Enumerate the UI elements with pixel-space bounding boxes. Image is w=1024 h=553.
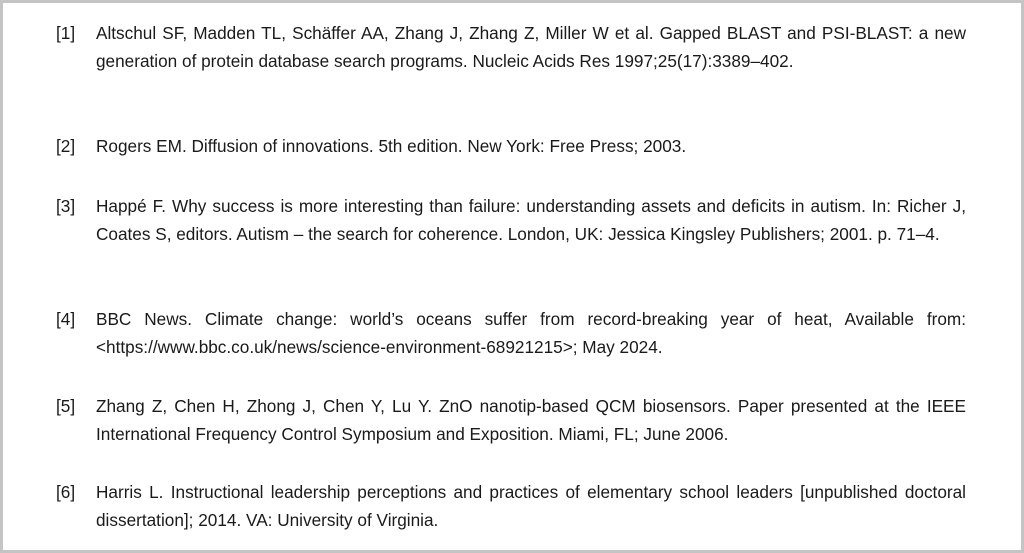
reference-entry-3 bbox=[56, 193, 966, 248]
reference-text: Rogers EM. Diffusion of innovations. 5th edition. New York: Free Press; 2003. bbox=[96, 136, 687, 156]
reference-entry-5 bbox=[56, 393, 966, 448]
reference-number: [4] bbox=[56, 309, 76, 329]
reference-number: [1] bbox=[56, 23, 76, 43]
reference-text: Altschul SF, Madden TL, Schäffer AA, Zhang J, Zhang Z, Miller W et al. Gapped BLAST and PSI-BLAST: a new generation of protein database search programs. Nucleic Acids Res 1997;25(17):3389–402. bbox=[96, 23, 966, 71]
reference-entry-4 bbox=[56, 306, 966, 361]
reference-entry-6 bbox=[56, 479, 966, 534]
reference-text: Zhang Z, Chen H, Zhong J, Chen Y, Lu Y. ZnO nanotip-based QCM biosensors. Paper presented at the IEEE International Frequency Control Symposium and Exposition. Miami, FL; June 2006. bbox=[96, 396, 966, 444]
reference-number: [6] bbox=[56, 482, 76, 502]
reference-entry-2 bbox=[56, 133, 966, 161]
reference-text: BBC News. Climate change: world’s oceans suffer from record-breaking year of heat, Available from: <https://www.bbc.co.uk/news/science-environment-68921215>; May 2024. bbox=[96, 309, 966, 357]
reference-text: Harris L. Instructional leadership perceptions and practices of elementary school leaders [unpublished doctoral dissertation]; 2014. VA: University of Virginia. bbox=[96, 482, 966, 530]
reference-entry-1 bbox=[56, 20, 966, 75]
reference-number: [5] bbox=[56, 396, 76, 416]
reference-number: [2] bbox=[56, 136, 76, 156]
reference-number: [3] bbox=[56, 196, 76, 216]
reference-text: Happé F. Why success is more interesting than failure: understanding assets and deficits in autism. In: Richer J, Coates S, editors. Autism – the search for coherence. London, UK: Jessica Kingsley Publishers; 2001. p. 71–4. bbox=[96, 196, 966, 244]
